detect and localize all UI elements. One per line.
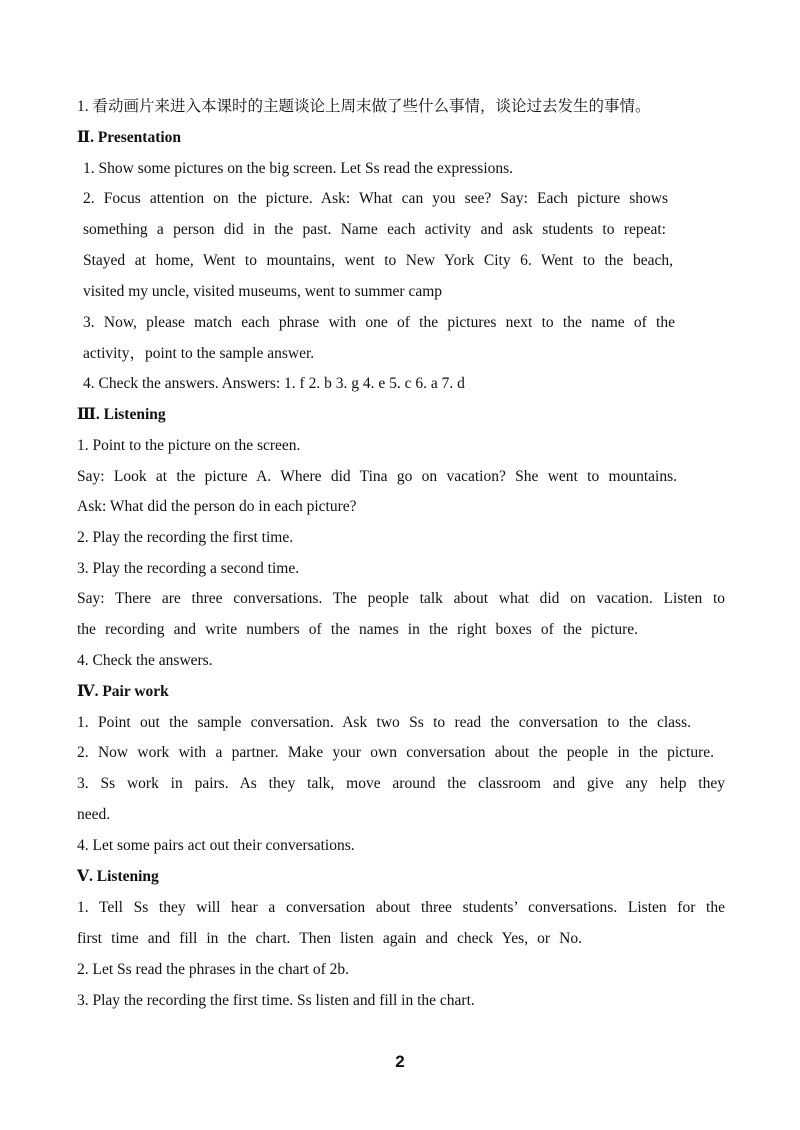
paragraph-line: 2. Focus attention on the picture. Ask: What can you see? Say: Each picture shows [83, 190, 668, 207]
paragraph-line: 1. Tell Ss they will hear a conversation about three students’ conversations. Listen for the [77, 899, 725, 916]
paragraph-line: Stayed at home, Went to mountains, went to New York City 6. Went to the beach, [83, 252, 673, 269]
page-number: 2 [395, 1052, 405, 1071]
paragraph-line: 1. Point to the picture on the screen. [77, 437, 301, 454]
paragraph-line: Ask: What did the person do in each picture? [77, 498, 357, 515]
paragraph-line: Say: There are three conversations. The people talk about what did on vacation. Listen to [77, 590, 725, 607]
paragraph-line: visited my uncle, visited museums, went to summer camp [83, 283, 443, 300]
paragraph-line: first time and fill in the chart. Then listen again and check Yes, or No. [77, 930, 582, 947]
section-heading-listening: Ⅲ. Listening [77, 406, 166, 423]
paragraph-line: 3. Play the recording the first time. Ss listen and fill in the chart. [77, 992, 475, 1009]
paragraph-line: activity，point to the sample answer. [83, 345, 315, 362]
paragraph-line: the recording and write numbers of the names in the right boxes of the picture. [77, 621, 638, 638]
paragraph-line: something a person did in the past. Name each activity and ask students to repeat: [83, 221, 666, 238]
paragraph-line: 4. Check the answers. Answers: 1. f 2. b 3. g 4. e 5. c 6. a 7. d [83, 375, 465, 392]
paragraph-line: 1. Show some pictures on the big screen. Let Ss read the expressions. [83, 160, 514, 177]
paragraph-line: 3. Play the recording a second time. [77, 560, 300, 577]
paragraph-line: 3. Now, please match each phrase with one of the pictures next to the name of the [83, 314, 675, 331]
paragraph-line: 2. Play the recording the first time. [77, 529, 294, 546]
paragraph-line: 4. Let some pairs act out their conversations. [77, 837, 355, 854]
paragraph-line: 3. Ss work in pairs. As they talk, move around the classroom and give any help they [77, 775, 725, 792]
paragraph-line: 2. Let Ss read the phrases in the chart of 2b. [77, 961, 350, 978]
section-heading-listening-2: Ⅴ. Listening [77, 868, 159, 885]
paragraph-line: 2. Now work with a partner. Make your own conversation about the people in the picture. [77, 744, 714, 761]
paragraph-line: 1. Point out the sample conversation. Ask two Ss to read the conversation to the class. [77, 714, 691, 731]
paragraph-line: Say: Look at the picture A. Where did Tina go on vacation? She went to mountains. [77, 468, 677, 485]
paragraph-line: need. [77, 806, 111, 823]
intro-line: 1. 看动画片来进入本课时的主题谈论上周末做了些什么事情，谈论过去发生的事情。 [77, 98, 651, 115]
section-heading-pair-work: Ⅳ. Pair work [77, 683, 169, 700]
paragraph-line: 4. Check the answers. [77, 652, 213, 669]
section-heading-presentation: Ⅱ. Presentation [77, 129, 182, 146]
